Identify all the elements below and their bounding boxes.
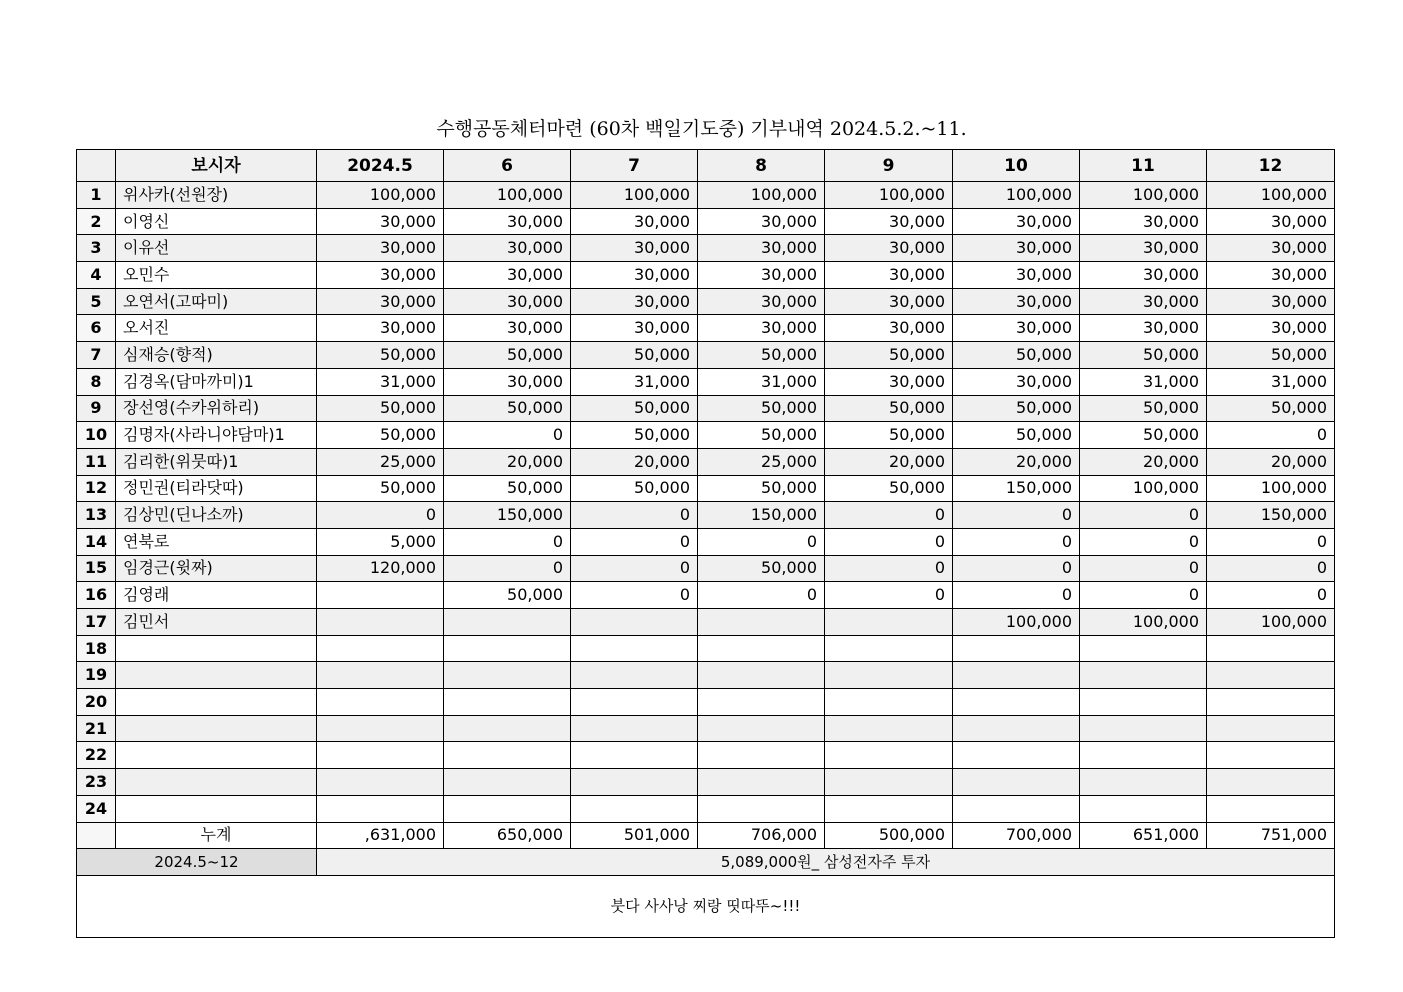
total-amount: 751,000 — [1207, 822, 1335, 849]
amount-cell: 30,000 — [317, 208, 444, 235]
amount-cell: 30,000 — [698, 208, 825, 235]
amount-cell: 100,000 — [953, 609, 1080, 636]
table-row — [77, 635, 1335, 662]
amount-cell: 30,000 — [825, 262, 953, 289]
row-number: 7 — [77, 342, 116, 369]
amount-cell: 30,000 — [1080, 288, 1207, 315]
amount-cell — [698, 769, 825, 796]
amount-cell: 30,000 — [444, 368, 571, 395]
column-header: 보시자 — [116, 150, 317, 182]
amount-cell: 30,000 — [317, 262, 444, 289]
amount-cell: 31,000 — [1207, 368, 1335, 395]
row-number: 10 — [77, 422, 116, 449]
amount-cell: 50,000 — [444, 582, 571, 609]
amount-cell — [571, 742, 698, 769]
amount-cell — [1080, 769, 1207, 796]
table-row — [77, 448, 1335, 475]
donor-name — [116, 795, 317, 822]
amount-cell — [571, 635, 698, 662]
amount-cell: 30,000 — [571, 315, 698, 342]
amount-cell: 150,000 — [953, 475, 1080, 502]
amount-cell: 30,000 — [825, 315, 953, 342]
table-row — [77, 555, 1335, 582]
amount-cell: 30,000 — [825, 235, 953, 262]
amount-cell: 100,000 — [317, 182, 444, 209]
amount-cell — [444, 689, 571, 716]
table-row — [77, 609, 1335, 636]
amount-cell — [444, 662, 571, 689]
amount-cell: 50,000 — [317, 395, 444, 422]
total-label: 누계 — [116, 822, 317, 849]
total-amount: 651,000 — [1080, 822, 1207, 849]
amount-cell: 0 — [1207, 582, 1335, 609]
amount-cell: 20,000 — [571, 448, 698, 475]
donor-name: 위사카(선원장) — [116, 182, 317, 209]
amount-cell: 30,000 — [1207, 235, 1335, 262]
donor-name: 정민권(티라닷따) — [116, 475, 317, 502]
amount-cell — [571, 715, 698, 742]
amount-cell — [1207, 742, 1335, 769]
amount-cell: 50,000 — [444, 342, 571, 369]
table-row — [77, 235, 1335, 262]
amount-cell — [1207, 662, 1335, 689]
amount-cell: 0 — [571, 555, 698, 582]
donor-name: 김리한(위뭇따)1 — [116, 448, 317, 475]
amount-cell — [698, 795, 825, 822]
column-header: 11 — [1080, 150, 1207, 182]
table-row — [77, 315, 1335, 342]
amount-cell — [825, 635, 953, 662]
donor-name: 김상민(딘나소까) — [116, 502, 317, 529]
table-row — [77, 502, 1335, 529]
amount-cell — [571, 689, 698, 716]
amount-cell — [1080, 715, 1207, 742]
column-header: 7 — [571, 150, 698, 182]
donor-name: 김명자(사라니야담마)1 — [116, 422, 317, 449]
amount-cell: 100,000 — [1080, 182, 1207, 209]
amount-cell: 30,000 — [1207, 315, 1335, 342]
amount-cell: 30,000 — [317, 235, 444, 262]
amount-cell — [317, 609, 444, 636]
row-number: 16 — [77, 582, 116, 609]
donor-name — [116, 769, 317, 796]
column-header: 6 — [444, 150, 571, 182]
amount-cell — [825, 689, 953, 716]
amount-cell: 30,000 — [1207, 208, 1335, 235]
row-number: 1 — [77, 182, 116, 209]
donor-name: 김민서 — [116, 609, 317, 636]
table-row — [77, 368, 1335, 395]
row-number: 21 — [77, 715, 116, 742]
column-header: 8 — [698, 150, 825, 182]
table-row — [77, 795, 1335, 822]
amount-cell: 30,000 — [953, 368, 1080, 395]
amount-cell — [698, 715, 825, 742]
amount-cell: 50,000 — [1080, 342, 1207, 369]
table-row — [77, 528, 1335, 555]
amount-cell: 30,000 — [1080, 208, 1207, 235]
amount-cell: 30,000 — [571, 208, 698, 235]
footer-row — [77, 875, 1335, 937]
table-row — [77, 769, 1335, 796]
amount-cell — [953, 715, 1080, 742]
amount-cell: 25,000 — [698, 448, 825, 475]
column-header: 12 — [1207, 150, 1335, 182]
amount-cell: 150,000 — [444, 502, 571, 529]
amount-cell: 0 — [571, 582, 698, 609]
row-number: 4 — [77, 262, 116, 289]
amount-cell: 30,000 — [444, 315, 571, 342]
amount-cell: 30,000 — [953, 315, 1080, 342]
amount-cell: 30,000 — [953, 235, 1080, 262]
amount-cell — [825, 715, 953, 742]
amount-cell — [444, 742, 571, 769]
amount-cell: 100,000 — [1207, 475, 1335, 502]
amount-cell: 0 — [444, 528, 571, 555]
amount-cell: 100,000 — [571, 182, 698, 209]
amount-cell: 100,000 — [444, 182, 571, 209]
donor-name: 심재승(향적) — [116, 342, 317, 369]
donor-name: 김경옥(담마까미)1 — [116, 368, 317, 395]
donation-table — [76, 149, 1335, 938]
table-row — [77, 689, 1335, 716]
amount-cell: 0 — [953, 528, 1080, 555]
amount-cell: 50,000 — [317, 342, 444, 369]
amount-cell: 100,000 — [953, 182, 1080, 209]
table-row — [77, 208, 1335, 235]
amount-cell: 150,000 — [1207, 502, 1335, 529]
amount-cell: 50,000 — [1080, 395, 1207, 422]
amount-cell: 30,000 — [1080, 235, 1207, 262]
amount-cell: 30,000 — [1080, 315, 1207, 342]
row-number: 17 — [77, 609, 116, 636]
amount-cell — [571, 609, 698, 636]
total-amount: ,631,000 — [317, 822, 444, 849]
amount-cell — [1207, 769, 1335, 796]
amount-cell: 50,000 — [444, 395, 571, 422]
amount-cell: 0 — [1080, 582, 1207, 609]
amount-cell — [953, 769, 1080, 796]
amount-cell: 0 — [1080, 502, 1207, 529]
amount-cell — [571, 662, 698, 689]
amount-cell — [953, 689, 1080, 716]
table-row — [77, 422, 1335, 449]
total-row — [77, 822, 1335, 849]
amount-cell — [698, 742, 825, 769]
header-row — [77, 150, 1335, 182]
total-amount: 700,000 — [953, 822, 1080, 849]
total-amount: 706,000 — [698, 822, 825, 849]
amount-cell: 50,000 — [698, 395, 825, 422]
amount-cell: 0 — [698, 528, 825, 555]
amount-cell — [953, 662, 1080, 689]
amount-cell: 31,000 — [698, 368, 825, 395]
amount-cell — [317, 742, 444, 769]
amount-cell — [698, 609, 825, 636]
amount-cell — [698, 689, 825, 716]
summary-text: 5,089,000원_ 삼성전자주 투자 — [317, 849, 1335, 876]
amount-cell — [317, 795, 444, 822]
amount-cell: 0 — [825, 555, 953, 582]
donor-name — [116, 715, 317, 742]
donor-name: 오연서(고따미) — [116, 288, 317, 315]
amount-cell: 0 — [1080, 555, 1207, 582]
amount-cell — [317, 582, 444, 609]
amount-cell: 50,000 — [953, 342, 1080, 369]
amount-cell — [953, 742, 1080, 769]
amount-cell: 50,000 — [698, 342, 825, 369]
column-header: 2024.5 — [317, 150, 444, 182]
summary-row — [77, 849, 1335, 876]
donor-name: 김영래 — [116, 582, 317, 609]
amount-cell: 50,000 — [1207, 342, 1335, 369]
amount-cell: 30,000 — [698, 315, 825, 342]
amount-cell: 30,000 — [825, 208, 953, 235]
amount-cell — [698, 662, 825, 689]
amount-cell: 50,000 — [571, 342, 698, 369]
table-row — [77, 715, 1335, 742]
table-row — [77, 395, 1335, 422]
amount-cell — [825, 795, 953, 822]
amount-cell — [953, 635, 1080, 662]
amount-cell: 30,000 — [1207, 288, 1335, 315]
amount-cell: 30,000 — [825, 368, 953, 395]
donor-name: 오민수 — [116, 262, 317, 289]
total-blank — [77, 822, 116, 849]
amount-cell: 25,000 — [317, 448, 444, 475]
amount-cell: 50,000 — [825, 342, 953, 369]
amount-cell: 30,000 — [444, 288, 571, 315]
amount-cell: 100,000 — [1080, 609, 1207, 636]
amount-cell — [1080, 635, 1207, 662]
amount-cell: 31,000 — [1080, 368, 1207, 395]
amount-cell: 0 — [825, 528, 953, 555]
amount-cell: 0 — [825, 502, 953, 529]
amount-cell — [317, 689, 444, 716]
amount-cell: 50,000 — [698, 475, 825, 502]
amount-cell: 20,000 — [444, 448, 571, 475]
amount-cell: 0 — [953, 582, 1080, 609]
amount-cell: 100,000 — [1207, 609, 1335, 636]
row-number: 19 — [77, 662, 116, 689]
amount-cell — [571, 769, 698, 796]
amount-cell: 100,000 — [1207, 182, 1335, 209]
amount-cell: 30,000 — [953, 262, 1080, 289]
amount-cell: 0 — [825, 582, 953, 609]
row-number: 8 — [77, 368, 116, 395]
amount-cell: 0 — [1207, 555, 1335, 582]
donor-name: 오서진 — [116, 315, 317, 342]
row-number: 3 — [77, 235, 116, 262]
amount-cell — [317, 635, 444, 662]
amount-cell: 30,000 — [698, 235, 825, 262]
amount-cell: 30,000 — [444, 208, 571, 235]
amount-cell: 20,000 — [825, 448, 953, 475]
table-row — [77, 262, 1335, 289]
row-number: 20 — [77, 689, 116, 716]
summary-period: 2024.5~12 — [77, 849, 317, 876]
row-number: 13 — [77, 502, 116, 529]
column-header: 10 — [953, 150, 1080, 182]
amount-cell: 20,000 — [953, 448, 1080, 475]
amount-cell: 50,000 — [698, 422, 825, 449]
table-row — [77, 182, 1335, 209]
total-amount: 500,000 — [825, 822, 953, 849]
amount-cell: 30,000 — [571, 262, 698, 289]
column-header: 9 — [825, 150, 953, 182]
amount-cell — [444, 795, 571, 822]
amount-cell: 100,000 — [1080, 475, 1207, 502]
amount-cell: 50,000 — [444, 475, 571, 502]
donor-name: 이영신 — [116, 208, 317, 235]
amount-cell: 50,000 — [953, 422, 1080, 449]
row-number: 5 — [77, 288, 116, 315]
amount-cell: 0 — [317, 502, 444, 529]
table-row — [77, 342, 1335, 369]
amount-cell: 100,000 — [698, 182, 825, 209]
amount-cell — [317, 662, 444, 689]
row-number: 18 — [77, 635, 116, 662]
row-number: 12 — [77, 475, 116, 502]
donor-name: 장선영(수카위하리) — [116, 395, 317, 422]
donor-name — [116, 662, 317, 689]
amount-cell: 30,000 — [317, 288, 444, 315]
amount-cell — [825, 769, 953, 796]
total-amount: 501,000 — [571, 822, 698, 849]
amount-cell — [444, 715, 571, 742]
row-number: 6 — [77, 315, 116, 342]
row-number: 22 — [77, 742, 116, 769]
amount-cell: 20,000 — [1207, 448, 1335, 475]
row-number: 9 — [77, 395, 116, 422]
table-row — [77, 475, 1335, 502]
amount-cell: 50,000 — [1207, 395, 1335, 422]
amount-cell: 0 — [1080, 528, 1207, 555]
amount-cell: 50,000 — [571, 395, 698, 422]
amount-cell: 50,000 — [953, 395, 1080, 422]
amount-cell: 5,000 — [317, 528, 444, 555]
amount-cell — [1207, 635, 1335, 662]
amount-cell: 50,000 — [825, 422, 953, 449]
amount-cell: 30,000 — [444, 235, 571, 262]
table-row — [77, 662, 1335, 689]
amount-cell — [444, 609, 571, 636]
amount-cell: 30,000 — [444, 262, 571, 289]
amount-cell: 30,000 — [698, 288, 825, 315]
amount-cell: 0 — [953, 502, 1080, 529]
donor-name: 임경근(윗짜) — [116, 555, 317, 582]
donor-name — [116, 635, 317, 662]
amount-cell: 50,000 — [571, 422, 698, 449]
amount-cell — [1080, 689, 1207, 716]
amount-cell: 0 — [1207, 422, 1335, 449]
amount-cell: 20,000 — [1080, 448, 1207, 475]
donor-name — [116, 742, 317, 769]
amount-cell — [1207, 715, 1335, 742]
amount-cell: 150,000 — [698, 502, 825, 529]
row-number: 2 — [77, 208, 116, 235]
amount-cell — [444, 769, 571, 796]
amount-cell: 50,000 — [571, 475, 698, 502]
corner-cell — [77, 150, 116, 182]
amount-cell: 0 — [571, 502, 698, 529]
amount-cell: 31,000 — [571, 368, 698, 395]
amount-cell — [698, 635, 825, 662]
amount-cell — [1207, 795, 1335, 822]
amount-cell: 30,000 — [571, 288, 698, 315]
amount-cell — [825, 742, 953, 769]
row-number: 11 — [77, 448, 116, 475]
amount-cell: 50,000 — [317, 475, 444, 502]
amount-cell: 50,000 — [698, 555, 825, 582]
amount-cell: 50,000 — [1080, 422, 1207, 449]
amount-cell: 0 — [1207, 528, 1335, 555]
donor-name: 연북로 — [116, 528, 317, 555]
amount-cell: 0 — [571, 528, 698, 555]
amount-cell: 30,000 — [1080, 262, 1207, 289]
amount-cell: 50,000 — [825, 475, 953, 502]
amount-cell: 0 — [953, 555, 1080, 582]
amount-cell: 120,000 — [317, 555, 444, 582]
amount-cell: 30,000 — [953, 208, 1080, 235]
row-number: 23 — [77, 769, 116, 796]
table-row — [77, 582, 1335, 609]
donor-name: 이유선 — [116, 235, 317, 262]
amount-cell — [444, 635, 571, 662]
table-row — [77, 742, 1335, 769]
amount-cell — [1080, 742, 1207, 769]
amount-cell — [1080, 662, 1207, 689]
page-title: 수행공동체터마련 (60차 백일기도중) 기부내역 2024.5.2.~11. — [436, 118, 967, 140]
amount-cell: 31,000 — [317, 368, 444, 395]
amount-cell: 30,000 — [1207, 262, 1335, 289]
amount-cell: 50,000 — [825, 395, 953, 422]
row-number: 15 — [77, 555, 116, 582]
amount-cell: 30,000 — [571, 235, 698, 262]
amount-cell — [571, 795, 698, 822]
amount-cell: 0 — [698, 582, 825, 609]
amount-cell: 30,000 — [317, 315, 444, 342]
amount-cell: 30,000 — [698, 262, 825, 289]
row-number: 24 — [77, 795, 116, 822]
amount-cell — [825, 609, 953, 636]
footer-message: 붓다 사사낭 찌랑 띳따뚜~!!! — [77, 875, 1335, 937]
amount-cell: 50,000 — [317, 422, 444, 449]
amount-cell — [317, 769, 444, 796]
amount-cell — [1080, 795, 1207, 822]
table-row — [77, 288, 1335, 315]
amount-cell — [825, 662, 953, 689]
amount-cell: 30,000 — [825, 288, 953, 315]
amount-cell — [1207, 689, 1335, 716]
amount-cell: 0 — [444, 555, 571, 582]
total-amount: 650,000 — [444, 822, 571, 849]
row-number: 14 — [77, 528, 116, 555]
amount-cell: 0 — [444, 422, 571, 449]
amount-cell: 100,000 — [825, 182, 953, 209]
amount-cell: 30,000 — [953, 288, 1080, 315]
amount-cell — [317, 715, 444, 742]
donor-name — [116, 689, 317, 716]
amount-cell — [953, 795, 1080, 822]
